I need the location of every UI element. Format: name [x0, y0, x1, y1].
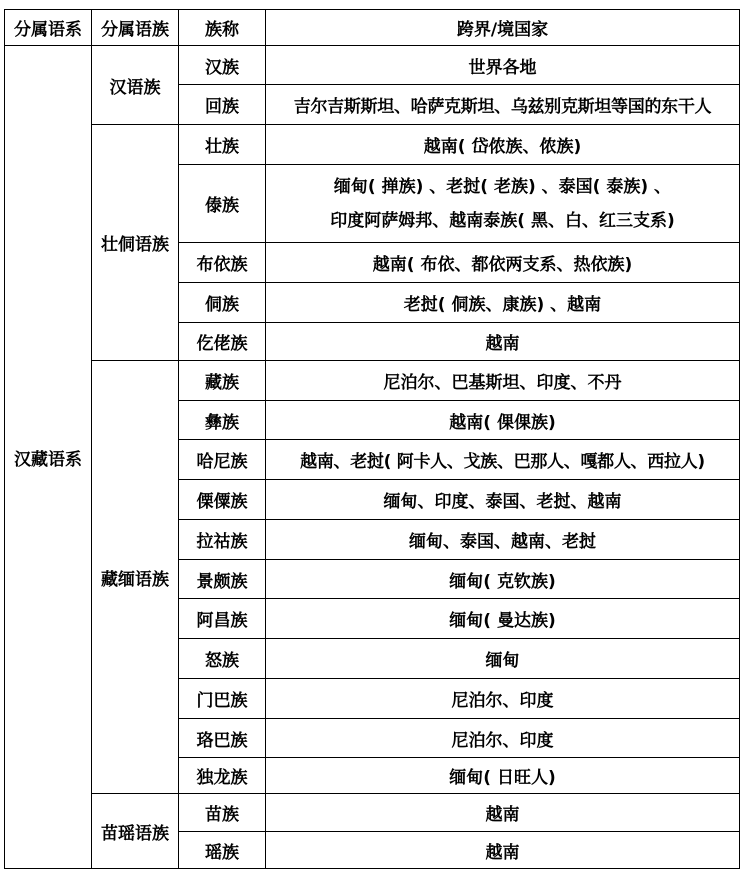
- ethnic-name-cell: 瑶族: [179, 832, 266, 869]
- countries-cell: 缅甸( 克钦族): [266, 560, 740, 599]
- countries-cell: 越南( 倮倮族): [266, 401, 740, 440]
- table-row: [5, 125, 740, 165]
- countries-cell: 缅甸、泰国、越南、老挝: [266, 520, 740, 560]
- countries-cell: 尼泊尔、印度: [266, 679, 740, 719]
- countries-cell: 老挝( 侗族、康族) 、越南: [266, 283, 740, 323]
- table-row: [5, 361, 740, 401]
- ethnic-name-cell: 侗族: [179, 283, 266, 323]
- table-row: [5, 794, 740, 832]
- countries-cell: 吉尔吉斯斯坦、哈萨克斯坦、乌兹别克斯坦等国的东干人: [266, 85, 740, 125]
- countries-cell: 越南: [266, 323, 740, 361]
- ethnic-language-table: [4, 9, 740, 869]
- countries-cell: 越南、老挝( 阿卡人、戈族、巴那人、嘎都人、西拉人): [266, 440, 740, 480]
- ethnic-name-cell: 怒族: [179, 639, 266, 679]
- countries-cell: 尼泊尔、巴基斯坦、印度、不丹: [266, 361, 740, 401]
- ethnic-name-cell: 回族: [179, 85, 266, 125]
- countries-cell: 缅甸( 曼达族): [266, 599, 740, 639]
- ethnic-name-cell: 彝族: [179, 401, 266, 440]
- branch-cell: 藏缅语族: [92, 361, 179, 794]
- ethnic-name-cell: 苗族: [179, 794, 266, 832]
- branch-cell: 汉语族: [92, 46, 179, 125]
- countries-cell: 世界各地: [266, 46, 740, 85]
- ethnic-name-cell: 仡佬族: [179, 323, 266, 361]
- ethnic-name-cell: 哈尼族: [179, 440, 266, 480]
- header-cross-border-countries: 跨界/境国家: [266, 10, 740, 46]
- branch-cell: 壮侗语族: [92, 125, 179, 361]
- ethnic-name-cell: 壮族: [179, 125, 266, 165]
- ethnic-name-cell: 汉族: [179, 46, 266, 85]
- header-language-branch: 分属语族: [92, 10, 179, 46]
- countries-cell: 越南: [266, 832, 740, 869]
- ethnic-name-cell: 傣族: [179, 165, 266, 243]
- countries-line-1: 缅甸( 掸族) 、老挝( 老族) 、泰国( 泰族) 、: [333, 176, 672, 197]
- branch-cell: 苗瑶语族: [92, 794, 179, 869]
- ethnic-name-cell: 傈僳族: [179, 480, 266, 520]
- countries-cell: 缅甸: [266, 639, 740, 679]
- table-row: [5, 46, 740, 85]
- header-row: [5, 10, 740, 46]
- countries-cell: 越南( 布依、都依两支系、热依族): [266, 243, 740, 283]
- ethnic-name-cell: 门巴族: [179, 679, 266, 719]
- ethnic-name-cell: 藏族: [179, 361, 266, 401]
- countries-cell: 缅甸、印度、泰国、老挝、越南: [266, 480, 740, 520]
- countries-cell: 缅甸( 日旺人): [266, 758, 740, 794]
- ethnic-name-cell: 珞巴族: [179, 719, 266, 758]
- family-cell: 汉藏语系: [5, 46, 92, 869]
- header-ethnic-name: 族称: [179, 10, 266, 46]
- countries-line-2: 印度阿萨姆邦、越南泰族( 黑、白、红三支系): [330, 210, 675, 231]
- ethnic-name-cell: 拉祜族: [179, 520, 266, 560]
- countries-cell: 越南: [266, 794, 740, 832]
- ethnic-name-cell: 独龙族: [179, 758, 266, 794]
- countries-cell: [266, 165, 740, 243]
- ethnic-name-cell: 布依族: [179, 243, 266, 283]
- countries-cell: 越南( 岱侬族、侬族): [266, 125, 740, 165]
- header-language-family: 分属语系: [5, 10, 92, 46]
- countries-cell: 尼泊尔、印度: [266, 719, 740, 758]
- ethnic-name-cell: 景颇族: [179, 560, 266, 599]
- ethnic-name-cell: 阿昌族: [179, 599, 266, 639]
